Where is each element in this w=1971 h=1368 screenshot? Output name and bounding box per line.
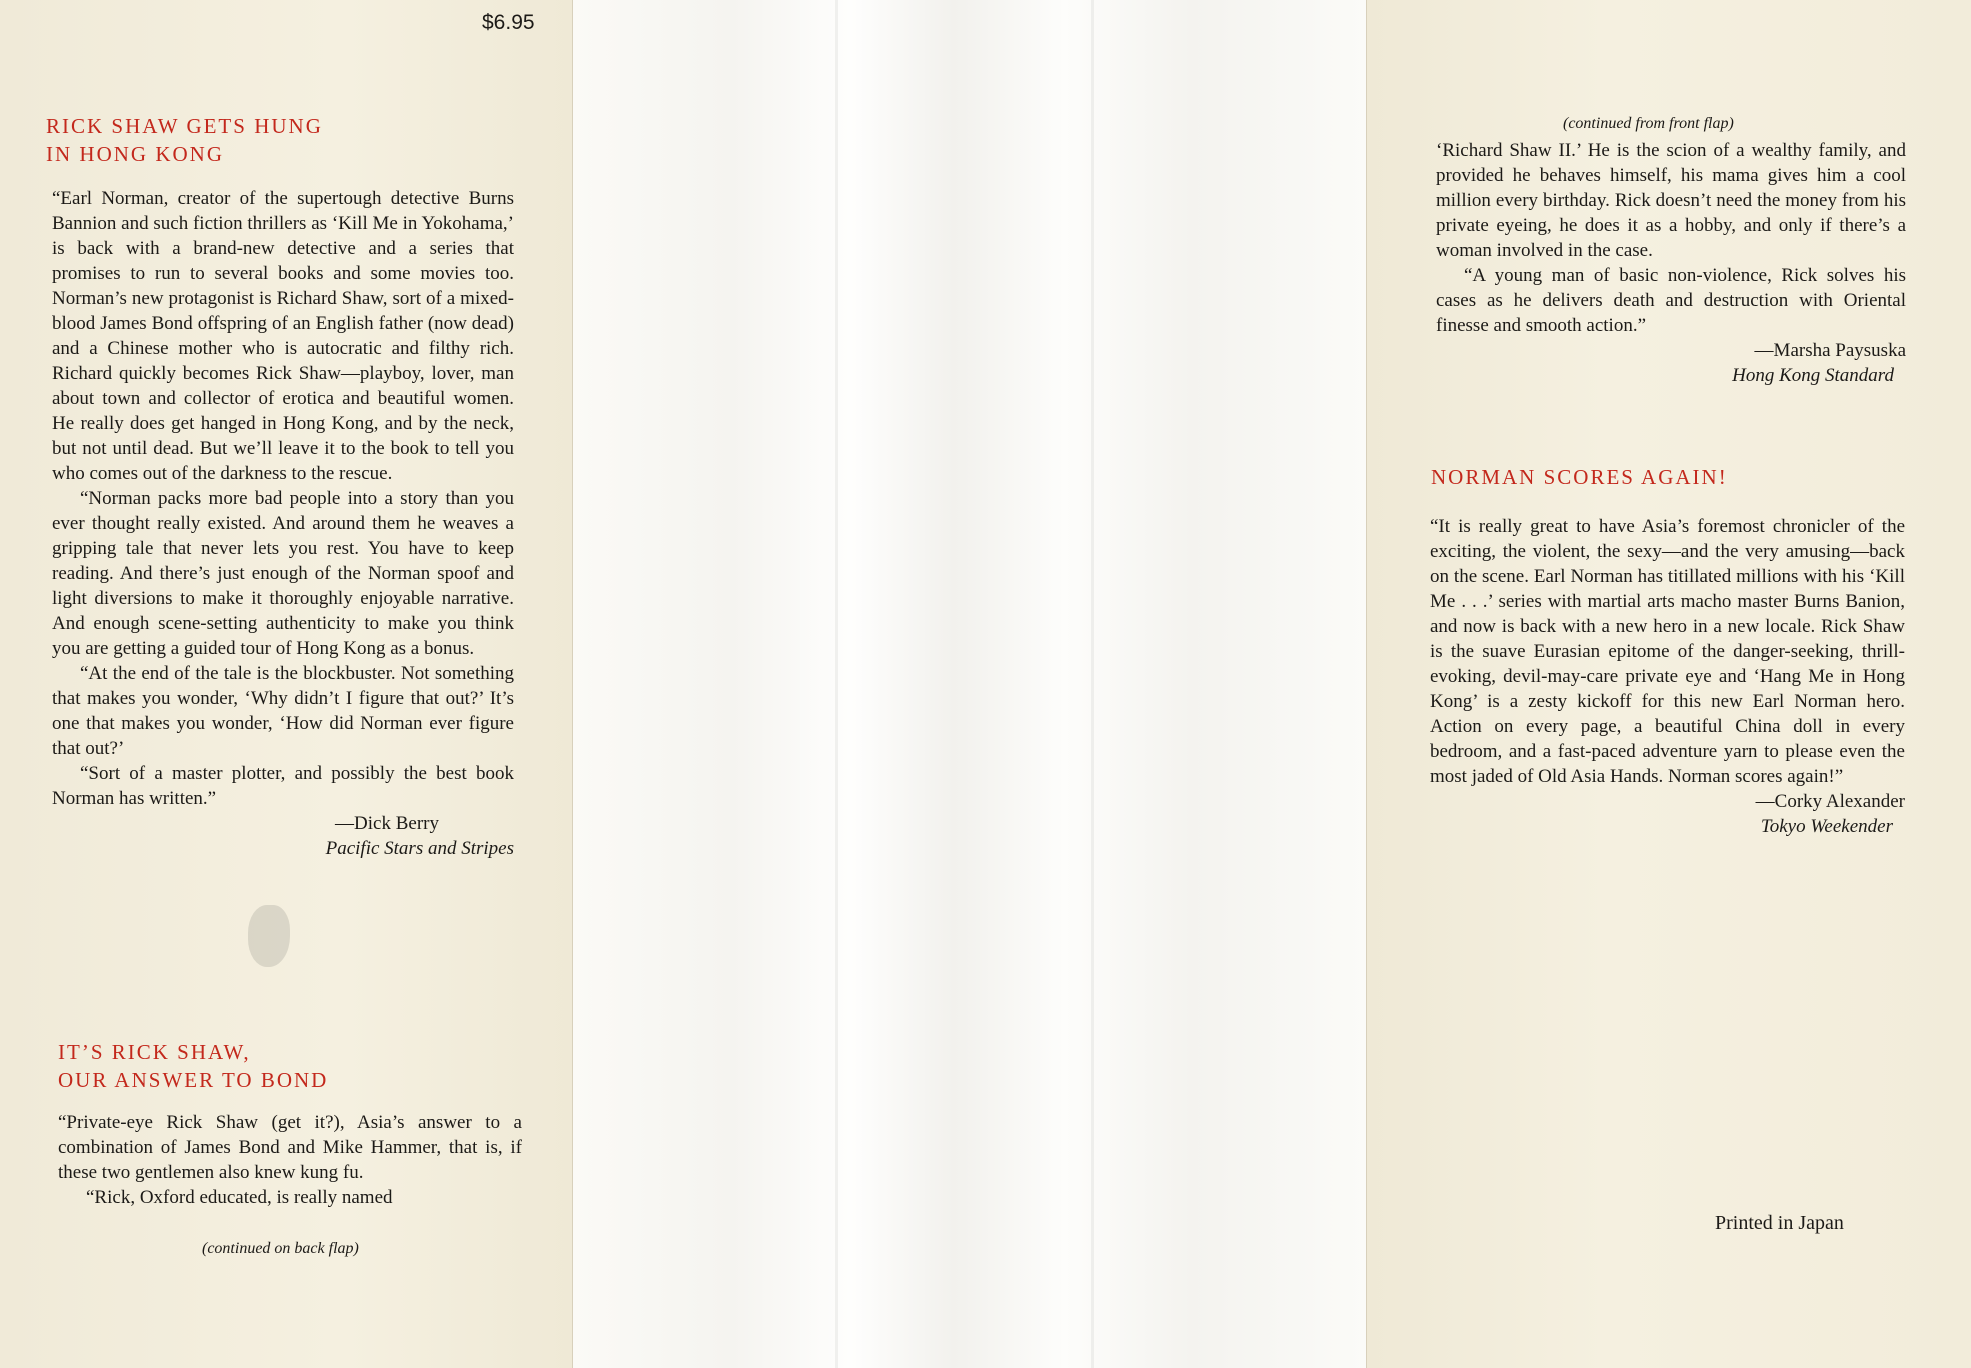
paragraph: “It is really great to have Asia’s foremost chronicler of the exciting, the violent, the sexy—and the very amusing—back on the scene. Earl Norman has titillated millions with his ‘Kill Me . . .’ series with martial arts macho master Burns Banion, and now is back with a new hero in a new locale. Rick Shaw is the suave Eurasian epitome of the danger-seeking, thrill-evoking, devil-may-care private eye and ‘Hang Me in Hong Kong’ is a zesty kickoff for this new Earl Norman hero. Action on every page, a beautiful China doll in every bedroom, and a fast-paced adventure yarn to please even the most jaded of Old Asia Hands. Norman scores again!”: [1430, 516, 1905, 787]
heading-rick-shaw-gets-hung: [46, 112, 466, 168]
continued-note: (continued on back flap): [202, 1240, 359, 1257]
printed-in-japan: Printed in Japan: [1715, 1212, 1844, 1234]
publication: Tokyo Weekender: [1760, 816, 1893, 837]
attribution: —Corky Alexander: [1755, 791, 1905, 812]
back-flap: [1366, 0, 1971, 1368]
review-corky-alexander: [1430, 514, 1905, 839]
paragraph: “Earl Norman, creator of the supertough detective Burns Bannion and such fiction thrillers as ‘Kill Me in Yokohama,’ is back with a brand-new detective and a series that promises to run to several books and some movies too. Norman’s new protagonist is Richard Shaw, sort of a mixed-blood James Bond offspring of an English father (now dead) and a Chinese mother who is autocratic and filthy rich. Richard quickly becomes Rick Shaw—playboy, lover, man about town and collector of erotica and beautiful women. He really does get hanged in Hong Kong, and by the neck, but not until dead. But we’ll leave it to the book to tell you who comes out of the darkness to the rescue.: [52, 188, 514, 484]
review-dick-berry: [52, 186, 514, 861]
heading-our-answer-to-bond: [58, 1038, 478, 1094]
publication: Pacific Stars and Stripes: [325, 838, 514, 859]
paragraph: ‘Richard Shaw II.’ He is the scion of a wealthy family, and provided he behaves himself, his mama gives him a cool million every birthday. Rick doesn’t need the money from his private eyeing, he does it as a hobby, and only if there’s a woman involved in the case.: [1436, 140, 1906, 261]
review-our-answer-to-bond: [58, 1110, 522, 1210]
paragraph: “A young man of basic non-violence, Rick solves his cases as he delivers death and destruction with Oriental finesse and smooth action.”: [1436, 265, 1906, 336]
stain-mark: [248, 905, 290, 967]
price: $6.95: [482, 11, 535, 34]
attribution: —Marsha Paysuska: [1754, 340, 1906, 361]
paragraph: “At the end of the tale is the blockbuster. Not something that makes you wonder, ‘Why didn’t I figure that out?’ It’s one that makes you wonder, ‘How did Norman ever figure that out?’: [52, 663, 514, 759]
paragraph: “Norman packs more bad people into a story than you ever thought really existed. And around them he weaves a gripping tale that never lets you rest. You have to keep reading. And there’s just enough of the Norman spoof and light diversions to make it thoroughly enjoyable narrative. And enough scene-setting authenticity to make you think you are getting a guided tour of Hong Kong as a bonus.: [52, 488, 514, 659]
front-flap: [0, 0, 573, 1368]
heading-norman-scores-again: NORMAN SCORES AGAIN!: [1431, 465, 1728, 489]
fold-line: [835, 0, 838, 1368]
heading-line: RICK SHAW GETS HUNG: [46, 114, 323, 138]
attribution: —Dick Berry: [335, 813, 439, 834]
heading-line: IT’S RICK SHAW,: [58, 1040, 251, 1064]
fold-line: [1091, 0, 1094, 1368]
paragraph: “Rick, Oxford educated, is really named: [86, 1187, 393, 1208]
paragraph: “Private-eye Rick Shaw (get it?), Asia’s answer to a combination of James Bond and Mike Hammer, that is, if these two gentlemen also knew kung fu.: [58, 1112, 522, 1183]
publication: Hong Kong Standard: [1732, 365, 1894, 386]
jacket-inside: [573, 0, 1366, 1368]
heading-line: OUR ANSWER TO BOND: [58, 1068, 329, 1092]
heading-line: IN HONG KONG: [46, 142, 224, 166]
review-marsha-paysuska: [1436, 138, 1906, 388]
continued-note: (continued from front flap): [1563, 115, 1734, 132]
paragraph: “Sort of a master plotter, and possibly the best book Norman has written.”: [52, 763, 514, 809]
